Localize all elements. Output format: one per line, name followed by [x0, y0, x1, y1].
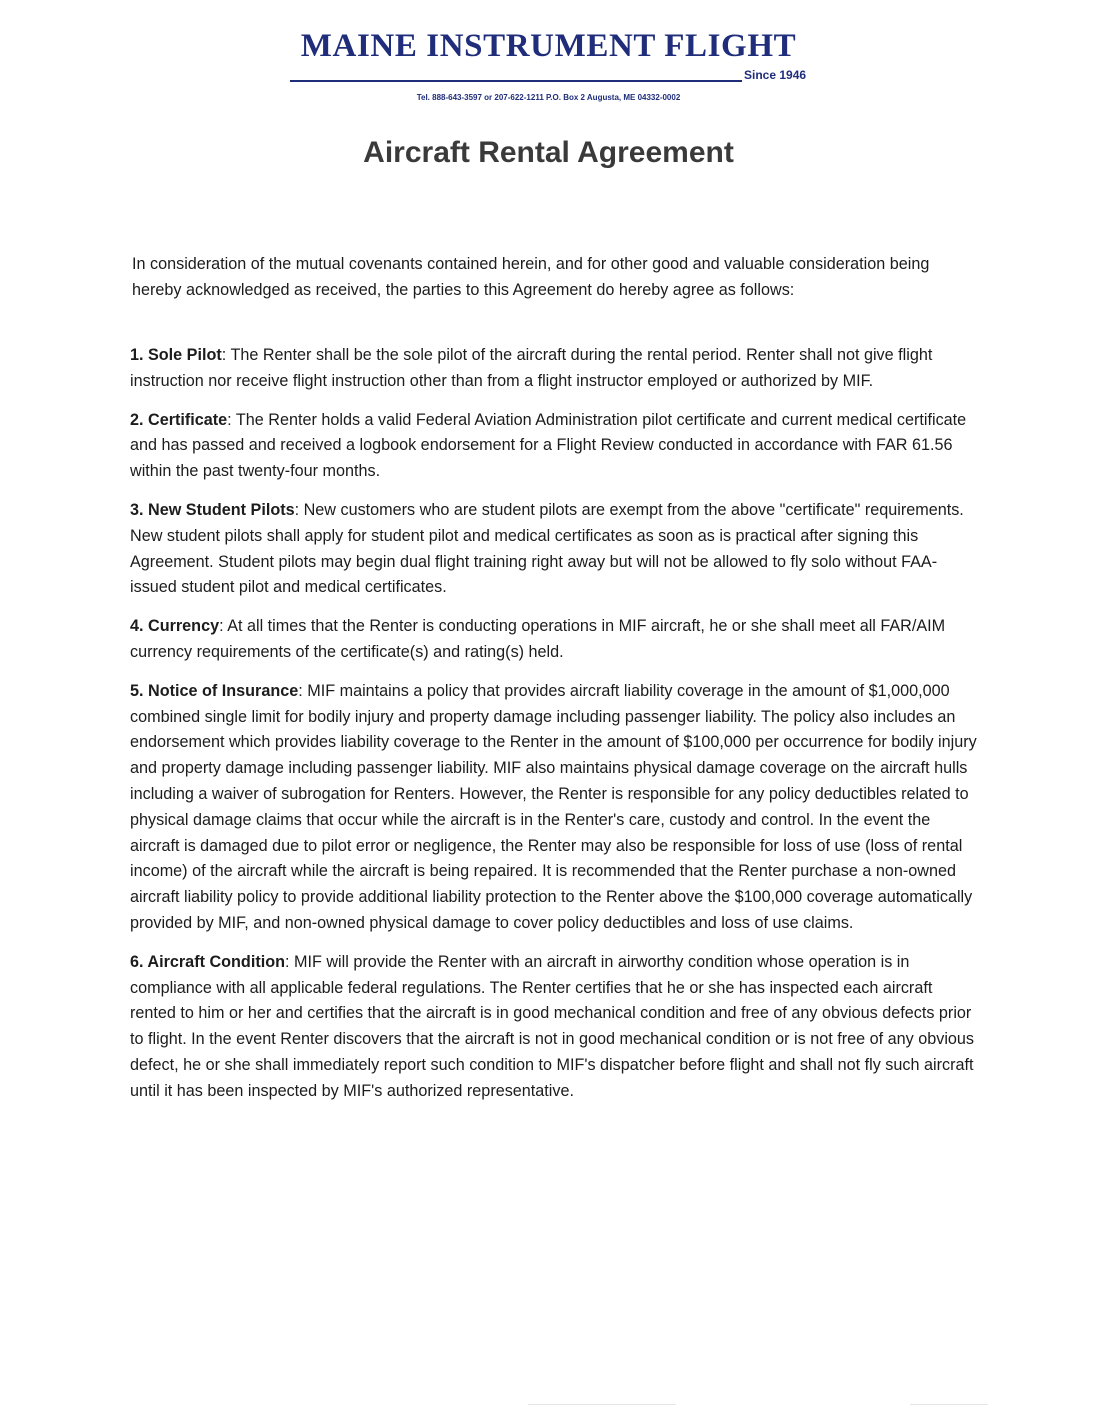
letterhead-rule [290, 80, 742, 82]
clause-separator: : [298, 681, 308, 700]
clause-text: At all times that the Renter is conducting operations in MIF aircraft, he or she shall meet all FAR/AIM currency requirements of the certificate(s) and rating(s) held. [130, 617, 946, 661]
clause-title: 6. Aircraft Condition [130, 952, 285, 971]
clause-text: MIF maintains a policy that provides aircraft liability coverage in the amount of $1,000,000 combined single limit for bodily injury and property damage including passenger liability. The policy also includes an endorsement which provides liability coverage to the Renter in the amount of $100,000 per occurrence for bodily injury and property damage including passenger liability. MIF also maintains physical damage coverage on the aircraft hulls including a waiver of subrogation for Renters. However, the Renter is responsible for any policy deductibles related to physical damage claims that occur while the aircraft is in the Renter's care, custody and control. In the event the aircraft is damaged due to pilot error or negligence, the Renter may also be responsible for loss of use (loss of rental income) of the aircraft while the aircraft is being repaired. It is recommended that the Renter purchase a non-owned aircraft liability policy to provide additional liability protection to the Renter above the $100,000 coverage automatically provided by MIF, and non-owned physical damage to cover policy deductibles and loss of use claims. [130, 681, 977, 932]
clause-list [130, 343, 978, 1118]
clause-separator: : [227, 410, 236, 429]
clause-title: 5. Notice of Insurance [130, 681, 299, 700]
footer-rule [910, 1404, 988, 1405]
clause-text: New customers who are student pilots are exempt from the above "certificate" requirements. New student pilots shall apply for student pilot and medical certificates as soon as is practical after signing this Agreement. Student pilots may begin dual flight training right away but will not be allowed to fly solo without FAA-issued student pilot and medical certificates. [130, 500, 964, 597]
clause-title: 3. New Student Pilots [130, 500, 295, 519]
clause-new-student-pilots [130, 498, 978, 601]
clause-separator: : [219, 617, 228, 636]
clause-certificate [130, 408, 978, 485]
organization-name: MAINE INSTRUMENT FLIGHT [300, 28, 797, 64]
clause-title: 4. Currency [130, 617, 220, 636]
clause-separator: : [294, 500, 304, 519]
clause-text: The Renter shall be the sole pilot of the aircraft during the rental period. Renter shall not give flight instruction nor receive flight instruction other than from a flight instructor employed or authorized by MIF. [130, 346, 933, 390]
clause-separator: : [284, 952, 294, 971]
clause-notice-of-insurance [130, 679, 978, 937]
document-title: Aircraft Rental Agreement [363, 136, 734, 169]
letterhead [0, 0, 1097, 110]
clause-separator: : [221, 346, 231, 364]
since-label: Since 1946 [744, 68, 807, 82]
intro-paragraph: In consideration of the mutual covenants contained herein, and for other good and valuable consideration being hereby acknowledged as received, the parties to this Agreement do hereby agree as follows: [132, 255, 930, 299]
clause-title: 1. Sole Pilot [130, 346, 222, 364]
contact-line: Tel. 888-643-3597 or 207-622-1211 P.O. Box 2 Augusta, ME 04332-0002 [416, 93, 681, 102]
clause-sole-pilot [130, 343, 978, 395]
clause-title: 2. Certificate [130, 410, 228, 429]
clause-aircraft-condition [130, 950, 978, 1105]
clause-currency [130, 614, 978, 666]
clause-text: The Renter holds a valid Federal Aviation Administration pilot certificate and current medical certificate and has passed and received a logbook endorsement for a Flight Review conducted in accordance with FAR 61.56 within the past twenty-four months. [130, 410, 967, 481]
clause-text: MIF will provide the Renter with an aircraft in airworthy condition whose operation is in compliance with all applicable federal regulations. The Renter certifies that he or she has inspected each aircraft rented to him or her and certifies that the aircraft is in good mechanical condition and free of any obvious defects prior to flight. In the event Renter discovers that the aircraft is not in good mechanical condition or is not free of any obvious defect, he or she shall immediately report such condition to MIF's dispatcher before flight and shall not fly such aircraft until it has been inspected by MIF's authorized representative. [130, 952, 975, 1100]
footer-rule [528, 1404, 676, 1405]
